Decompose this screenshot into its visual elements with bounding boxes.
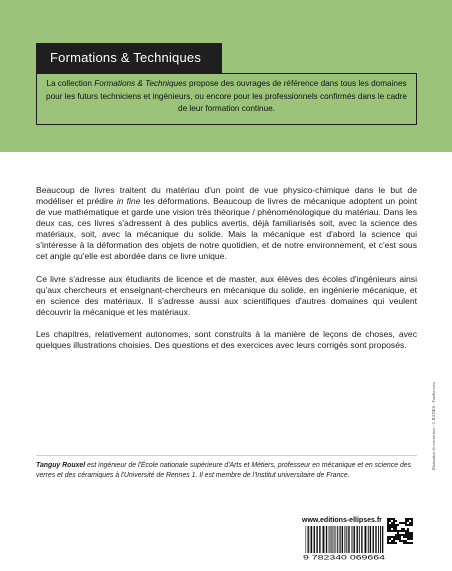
series-intro-text: La collection [46,79,95,88]
barcode-bars [305,526,383,553]
paragraph-1-end: les déformations. Beaucoup de livres de mécanique adoptent un point de vue mathématique et garde une vision très théorique / phénoménologique du matériau. Dans les deux cas, ces livres s'adressent à des publics avertis, déjà familiarisés soit, avec la science des matériaux, soit, avec la mécanique du solide. Mais la mécanique est d'abord la science qui s'intéresse à la déformation des objets de notre quotidien, et de notre environnement, et c'est sous cet angle qu'elle est abordée dans ce livre unique. [36,196,417,262]
back-cover-text [36,185,417,363]
paragraph-2: Ce livre s'adresse aux étudiants de licence et de master, aux élèves des écoles d'ingénieurs ainsi qu'aux chercheurs et enseignant-chercheurs en mécanique du solide, en ingénierie mécanique, et en science des matériaux. Il s'adresse aussi aux scientifiques d'autres domaines qui veulent découvrir la mécanique et les matériaux. [36,273,417,317]
cover-credit: Illustration de couverture : © BANKS - Fotolia.com [431,382,436,470]
author-name: Tanguy Rouxel [36,462,86,469]
series-description-box [36,73,417,125]
isbn-number: 9 782340 069664 [303,554,386,561]
publisher-website[interactable]: www.editions-ellipses.fr [302,517,382,524]
series-title: Formations & Techniques [50,50,202,65]
paragraph-1 [36,185,417,262]
isbn-barcode [302,526,386,561]
series-title-banner [36,43,222,73]
series-intro-text-end: propose des ouvrages de référence dans tous les domaines pour les futurs techniciens et ingénieurs, ou encore pour les professionnels confirmés dans le cadre de leur formation continue. [46,79,407,113]
paragraph-1-start: Beaucoup de livres traitent du matériau d'un point de vue physico-chimique dans le but de modéliser et prédire [36,185,417,207]
section-divider [36,455,417,456]
qr-code[interactable] [387,518,413,544]
paragraph-1-italic: in fine [116,196,141,207]
series-name-italic: Formations & Techniques [94,79,187,88]
author-bio [36,461,417,480]
author-bio-text: est ingénieur de l'École nationale supérieure d'Arts et Métiers, professeur en mécanique et en science des verres et des céramiques à l'Université de Rennes 1. Il est membre de l'Institut universitaire de France. [36,462,412,479]
paragraph-3: Les chapitres, relativement autonomes, sont construits à la manière de leçons de choses, avec quelques illustrations choisies. Des questions et des exercices avec leurs corrigés sont proposés. [36,329,417,351]
